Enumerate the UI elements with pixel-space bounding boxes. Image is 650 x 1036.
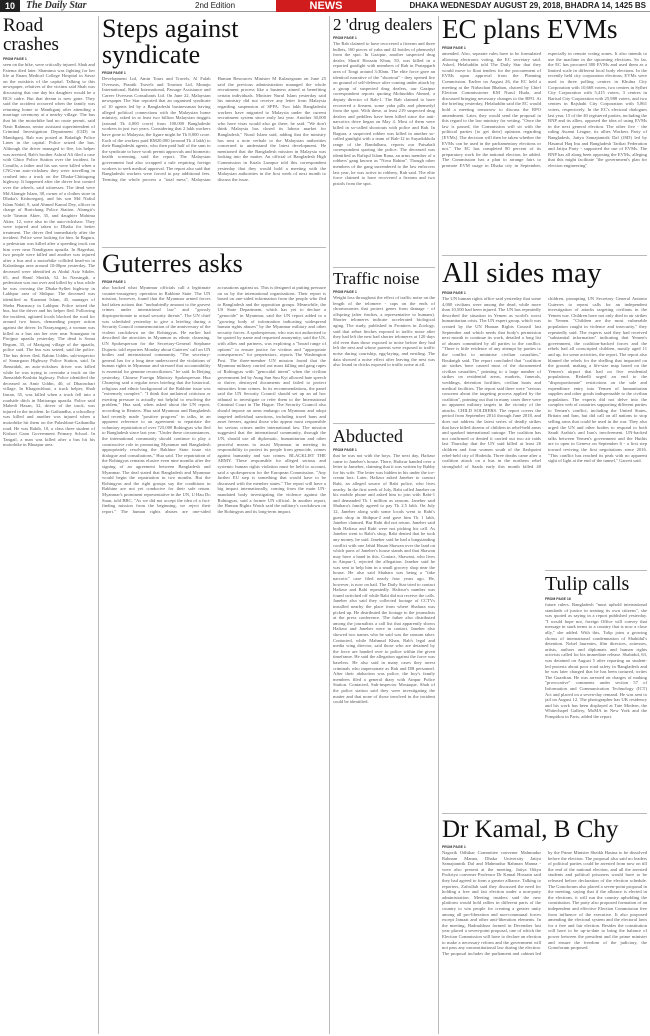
- story-all-sides-may: [442, 259, 647, 567]
- headline-drug-dealers: 2 'drug dealers: [333, 16, 433, 34]
- dateline-road-crashes: FROM PAGE 1: [3, 57, 27, 61]
- masthead-bar: [0, 0, 650, 12]
- story-tulip-calls: [545, 574, 647, 810]
- headline-abducted: Abducted: [333, 427, 403, 446]
- column-divider: [438, 16, 439, 1034]
- story-drug-dealers: [333, 16, 435, 264]
- story-divider: [333, 267, 435, 268]
- story-divider: [102, 247, 326, 248]
- dateline-ec-plans-evms: FROM PAGE 1: [442, 46, 466, 50]
- column-divider: [329, 16, 330, 1034]
- dateline-dr-kamal: FROM PAGE 1: [442, 845, 466, 849]
- body-drug-dealers: The Rab claimed to have recovered a firearm and three bullets, 160 pieces of yaba and 42 bottles of phensedyl from the spot. In Gazipur, another suspected drug dealer, Sharif Hossain Khan, 50, was killed in a reported gunfight with members of Rab in Pratapgarh area of Tongi around 3:30am. The elite force gave an identical narrative of the "shootout" - they opened fire on ground of self-defence after coming under attack by a group of suspected drug dealers, our Gazipur correspondent reports quoting Mohiuddin Ahmed, a deputy director of Rab-1. The Rab claimed to have recovered a firearm, some yaba pills and phensedyl from the spot. With these, at least 219 suspected drug dealers and peddlers have been killed since the anti-narcotics drive began on May 4. Most of them were killed in so-called shootouts with police and Rab. In Bagura, a suspected robber was killed in another so-called gunfight with a team of Rab-12 in Suyadokhola range of the Bandalhara, reports our Paisabali correspondent quoting the police. The deceased was identified as Rafiqul Islam Rana, an arms member of a robbers' gang known as "Nova Rahim". Though other members of the gang surrendered to the law enforcers last year, he was active in robbery, Rab said. The elite force claimed to have recovered a firearm and two pistols from the spot.: [333, 41, 435, 186]
- body-tulip-calls: future rulers. Bangladesh "must uphold international standards of justice in treating its own citizens", she was quoted as saying in a report published yesterday. "I would hope not, foreign Office will convey that message in stark terms to a country that is now a close ally," she added. With this, Tulip joins a growing chorus of international condemnation of Shahidul's detention. Nobel laureates, film directors, actresses, artists, authors and diplomats and human rights activists called for his immediate release. Shahidul, 63, was detained on August 5 after reporting on student-led protests about poor road safety in Bangladesh and he was later charged that he has been tortured, writes The Guardian. He was arrested on charges of making "provocative" comments under section 57 of Information and Communication Technology (ICT) Act and placed on a seven-day remand. He was sent to jail on August 12. The photographer has UK residency and his work has been displayed at Tate Modern, the Whitechapel Gallery, MoMA in New York and the Pompidou in Paris, added the report.: [545, 602, 647, 719]
- story-dr-kamal: [442, 817, 647, 1034]
- story-divider: [545, 570, 647, 571]
- edition-label: 2nd Edition: [195, 1, 236, 10]
- story-divider: [442, 255, 647, 256]
- dateline-guterres-asks: FROM PAGE 1: [102, 280, 126, 284]
- story-ec-plans-evms: [442, 16, 647, 252]
- dateline-all-sides-may: FROM PAGE 1: [442, 291, 466, 295]
- body-abducted: that he was not with the boys. The next day, Hafizur came to Janeber's house. There, Hafizur handed over a letter to Jameber, claiming that it was written by Rabby for his wife. The letter was hidden in his under the ice-cream box. Later, Hafizur asked Janeber to contact Rabi, an alleged source of Rabi police, who lives nearby. In the first week of July, Rabi called Janeber on his mobile phone and asked him to join with Rabi-1 and demanded Tk 1 million as ransom. Janeber said Shahara's family agreed to pay Tk 2.5 lakh. On July 12, Janeber along with some locals went to Rabi's guest shop in Shibpur-2 and gave him Tk 1 lakh, Janeber claimed. But Rabi did not return. Janeber said both Hafizur and Rabi were not picking his call. As Janeber went to Rabi's shop, Rabi denied that he took any money, he said. Janeber said he had a longstanding conflict with one Jahid Hasan Shawan over the land on which parts of Janeber's house stands and that Shawan may have a hand in this. Contact, Shawani, who lives in Ainpur-1, rejected the allegation. Janeber said he was sent to help him in a small grocery shop near the house. He also said Shahara was being a "fake narcotic" case filed nearly four years ago. He, however, is now on bail. The Daily Star tried to contact Hafizur and Rabi repeatedly. Hafizur's number was found switched off while Rabi did not receive the calls. Janeber also said they collected footage of CCTVs installed nearby the place from where Shahara was picked up. He distributed the footage to the journalists at the press conference. The father also distributed among the journalists a call list that apparently shows Hafizur and Janeber were in contact. Janeber also showed two names who he said was the ransom taker. Contacted, while Mahmud Khan, Rab's legal and media wing director, said those who are detained by the force are handed over to police within the given timeframe. He said the allegation against the force was baseless. He also said in many cases they arrest criminals who impersonate as Rab and DB personnel. After their abduction was police, the boy's family members filed a general diary with Ainpur Police Station. Contacted, Sub-inspector Mostaque, Shah of the police station said they were investigating the matter and that none of those involved in the incident could be identified.: [333, 453, 435, 705]
- story-divider: [442, 813, 647, 814]
- story-road-crashes: [3, 16, 95, 1034]
- dateline-abducted: FROM PAGE 1: [333, 448, 357, 452]
- dateline-tulip-calls: FROM PAGE 16: [545, 597, 571, 601]
- page-dateline: DHAKA WEDNESDAY AUGUST 29, 2018, BHADRA 14, 1425 BS: [409, 1, 646, 10]
- headline-all-sides-may: All sides may: [442, 259, 602, 289]
- dateline-drug-dealers: FROM PAGE 1: [333, 36, 357, 40]
- headline-steps-against-syndicate: Steps against syndicate: [102, 16, 239, 69]
- body-guterres-asks: also backed what Myanmar officials call a legitimate counter-insurgency operation in Rakhine State. The UN mission, however, found that the Myanmar armed forces had taken actions that "undoubtedly amount to the gravest crimes under international law" and "grossly disproportionate to actual security threats". The UN chief was scheduled yesterday to give a briefing during a Security Council commemoration of the anniversary of the violent crackdown on the Rohingyas. He earlier had described the atrocities in Myanmar as ethnic cleansing. UN Spokesperson for the Secretary-General Stephane Dujarric told reporters Monday about Guterres' call on UN bodies and international community. "The secretary-general has for a long time underscored the violations of human rights in Myanmar and stressed that accountability is essential for genuine reconciliation," he said. In Beijing yesterday, Chinese Foreign Ministry Spokesperson Hua Chunying said a regular news briefing that the historical, religious and ethnic background of the Rakhine issue was "extremely complex". "I think that unilateral criticism or exerting pressure is actually not helpful to resolving the problem," Hua said, when asked about the UN report, according to Reuters. Hua said Myanmar and Bangladesh had recently made "positive progress" in talks, in an apparent reference to an agreement to repatriate the voluntary repatriation of over 725,000 Rohingyas who fled to Bangladesh since last year. "Under these circumstances, the international community should continue to play a constructive role in promoting Myanmar and Bangladesh appropriately resolving the Rakhine State issue via dialogue and consultations," Hua said. The repatriation of the Rohingyas remains elusive even nine months after the signing of an agreement between Bangladesh and Myanmar. The deal stated that Bangladesh and Myanmar would begin the repatriation in two months. But the Rohingyas and the right groups say the conditions in Rakhine are not yet conducive for their safe return. Myanmar's prominent representative in the UN, U Hau Do Suan, told BBC, "As we did not accept the idea of a fact-finding mission from the beginning, we reject their report." The human rights abuses are one-sided accusations against us. This is designed at putting pressure on us by the international organisations. Their report is based on one-sided information from the people who fled to Bangladesh and the opposition groups. Meanwhile, the US State Department, which has yet to declare a "genocide" in Myanmar, said the UN report added to a "growing body of information indicating widespread human rights abuses" by the Myanmar military and other security forces. A spokesperson, who was not authorised to be quoted by name and requested anonymity, said the US, with allies and partners, was exploring a "broad range of options" to ensure justice for victims and "appropriate consequences" for perpetrators, reports The Washington Post. The three-member UN mission found that the Myanmar military carried out mass killing and gang rapes of Rohingyas with "genocidal intent" when the civilian government led by Aung San Suu Kyi allowed hate speech to thrive, destroyed documents and failed to protect minorities from crimes. In its recommendations, the panel said the UN Security Council should set up an ad hoc tribunal to investigate or refer them to the International Criminal Court in The Hague. The Security Council also should impose an arms embargo on Myanmar and adopt targeted individual sanctions, including travel bans and asset freezes, against those who appear most responsible for serious crimes under international law. The mission suggested that the international community, through the UN, should use all diplomatic, humanitarian and other peaceful means to assist Myanmar in meeting its responsibility to protect its people from genocide, crimes against humanity and war crimes. BLACKLIST THE ARMY. These responsible for alleged serious and systemic human rights violation must be held to account, said a spokesperson for the European Commission. "Any further EU step is something that would have to be discussed with the member states." The report will have a big impact internationally, coming from the main UN-mandated body investigating the violence against the Rohingyas, said a former UN official. In another report, the Human Rights Watch said the military's crackdown on the Rohingyas and its long-term impact.: [102, 285, 326, 514]
- page-number: 10: [0, 0, 20, 12]
- body-road-crashes: seen on the bike, were critically injured. Shah and Fatema died later. Shamima was fighting for her life at Enam Medical College Hospital in Savar on the outskirts of the capital. Talking to this newspaper, relatives of the victims said Shah was discussing that one day his daughter would be a BCS cadre. But that dream is now gone. They said the accident occurred when the family was returning home to Manikganj after attending a marriage ceremony at a nearby village. The bus that hit the motorbike had no route permit, said Nasir Rahman, senior assistant superintendent of Criminal Investigation Department (CID) in Manikganj. Rab was posted at Baladigh Police Lines in the capital. Police seized the bus. Although the driver managed to flee, his helper was arrested, Rab's brother Ashraf Ali filed a case with Ghior Police Station over the incident. In Comilla, a father and his son were killed when a CNG-run auto-rickshaw they were travelling in crashed into a truck on the Dhaka-Chittagong highway. It happened after the driver lost control over the wheels, said witnesses. The dead were Md Alamgir Islam, 38, owner of a clothes store in Dhaka's Kishoreganj, and his son Md Nafiul Islam Nabil, 9, said Ahmed Kamal Dey, officer in charge of Burichang Police Station. Alamgir's wife Tasmin Akter, 35, and daughter Mahima Akter, 12, were also in the auto-rickshaw. They were injured and taken to Dhaka for better treatment. The driver fled immediately after the incident. Police were looking for him. In Bagura, a pedestrian was killed after a speeding truck ran him over near Nandigram upazila. In Bagerhat, two people were killed and another was injured after a bus and a motorbike collided head-on in Kalardanga area around 10:00pm yesterday. The deceased were identified as Abdul Aziz Sikder, 65, and Hanif Sheikh, 52. In Narsingdi, a pedestrian was run over and killed by a bus while he was crossing the Dhaka-Sylhet highway in Lakhpur area of Shibpur. The deceased was identified as Karamat Islam, 45, manager of Sheba Pharmacy in Lakhpur. Police seized the bus, but the driver and his helper fled. Following the incident, agitated locals blocked the road for around two hours, demanding proper action against the driver. In Narayanganj, a woman was killed as a bus ran her over near Sonargaon in Pirojpur upazila yesterday. The dead is Soma Begum, 35, of Mariganj village of the upazila, police said. The bus was seized, said the police. The bus driver fled, Rahim Uddin, sub-inspector of Sonargaon Highway Police Station, said. In Jhenaidah, an auto-rickshaw driver was killed while he was trying to overtake a truck on the Jhenaidah-Kushtia highway. Police identified the deceased as Amir Uddin, 40, of Dhaonchari village. In Khagrachhari, a truck helper, Shah Imran, 35, was killed when a truck fell into a roadside ditch in Matiranga upazila. Police said Mahedi Hasan, 32, driver of the truck, was injured in the incident. In Gaibandha, a schoolboy was killed and another was injured when a motorbike hit them on the Palashbari-Gaibandha road. He was Rakib, 10, a class three student of Kishori Gaon Government Primary School. In Tangail, a man was killed after a bus hit his motorbike in Bhuapur area.: [3, 62, 95, 448]
- body-all-sides-may: The UN human rights office said yesterday that some 4,000 civilians were among the dead, while more than 10,500 had been injured. The UN has repeatedly described the situation in Yemen as world's worst humanitarian crisis. The UN expert group, which was created by the UN Human Rights Council last September and which needs that body's permission next month to continue its work, detailed a long list of abuses committed by all parties to the conflict. "There is little evidence of any attempt by parties to the conflict to minimise civilian casualties," Bouknigh said. The report concluded that "coalition air strikes have caused most of the documented civilian casualties," pointing to a large number of strikes on residential areas, markets, funerals, weddings, detention facilities, civilian boats and medical facilities. The report said there were "serious concerns about the targeting process applied by the coalition", pointing out that in many cases there were no apparent military targets in the vicinity of the attacks. CHILD SOLDIERS. The report covers the period from September 2014 through June 2018, and does not address the latest series of deadly strikes that have killed dozens of children in rebel-held areas and sparked international outrage. The coalition has not confirmed or denied it carried out two air raids last Thursday that the UN said killed at least 26 children and four women south of the flashpoint rebel-held city of Hodeida. Three deaths came after a coalition attack on a bus in the northern rebel stronghold of Saada early this month killed 40 children, prompting UN Secretary General Antonio Guterres to repeat calls for an independent investigation of attacks targeting civilians in the Yemen war. Children have not only died in air strikes in Yemen. "Children are the most vulnerable population caught in violence and insecurity," they repeatedly said. The experts said they had received "substantial information" indicating that Yemen's government, the coalition-backed forces and the rebels had all conscripted children, mostly aged 11 and up, for some activities, the report. The report also blamed the rebels for the shelling that impacted on the ground, making a life-size map based on the Yemen's airport that had on five residential populations. Redaelli urged an end to the "disproportionate" restrictions on the sale and expenditure entry into Yemen of humanitarian supplies and other goods indispensable to the civilian population. The experts did not delve into the complex web of countries supporting different parties to Yemen's conflict, including the United States, Britain and Iran, but did call on all nations to stop selling arms that could be used in the war. They also urged the UN and other bodies to respond to both Saudi Arabia's and Iran's involvement. UN-backed talks between Yemen's government and the Huthis are to open in Geneva on September 6 - a first step toward reviving the first negotiations since 2016. "This conflict has reached its peak with no apparent sight of light at the end of the tunnel," Garrett said.: [442, 296, 647, 469]
- column-divider: [98, 16, 99, 1034]
- body-steps-against-syndicate: Development Ltd, Amin Tours and Travels, Al Falah Overseas, Prantik Travels and Tourism Ltd, Munaju International, Rabbi International, Passage Assistance and Career Overseas Consultants Ltd. On June 22, Malaysian newspaper The Star reported that an organised syndicate of 10 agents led by a Bangladeshi businessman having alleged political connections with the Malaysian home ministry, raked in at least two billion Malaysian ringgits (around Tk 4,000 crore) from 100,000 Bangladeshi workers in just two years. Considering that 2 lakh workers have gone to Malaysia, the figure might be Tk 8,000 crore. Each of the workers paid RM20,000 (around Tk 4 lakh) to their Bangladeshi agents, who then paid half of the sum to the syndicate to have work permit approvals and biometric health screening, said the report. The Malaysian government had also scrapped a rule requiring foreign workers to seek medical approval. The report also said that Bangladeshi workers were forced to pay additional fees. Terming the whole process a "total mess", Malaysian Human Resources Minister M Kulasegaran on June 25 said the previous administration managed the whole recruitment process like a business aimed at benefiting certain individuals. Minister Nurul Islam yesterday said his ministry did not receive any letter from Malaysia regarding suspension of SPPA. Two lakh Bangladeshi workers have migrated to Malaysia under the current recruitment system since early last year. Another 30,000 who have visas would also go there, he said. "We don't think Malaysia has closed its labour market for Bangladesh," Nurul Islam said, adding that the ministry has sent a note verbale to the Malaysian authorities concerned to understand the latest development. He mentioned that the Bangladesh mission in Malaysia was looking into the matter. An official of Bangladesh High Commission in Kuala Lumpur told this correspondent yesterday that they would hold a meeting with the Malaysian authorities in the first week of next month to discuss the issue.: [102, 76, 326, 182]
- headline-tulip-calls: Tulip calls: [545, 574, 630, 595]
- body-traffic-noise: Weight loss throughout the effect of traffic noise on the length of the telomere - caps on the ends of chromosomes that protect genes from damage - of offspring (after finches, a representative to humans). Shorter telomeres indicate accelerated biological aging. The study, published in Frontiers in Zoology, said that zebra finches exposed to traffic noise after they had left the nest had shorter telomeres at 120 days old even than those exposed to noise before they had left the nest and whose parents were exposed to traffic noise during courtship, egg-laying, and nestling. The data showed a noise effect after leaving the nest was also found in chicks exposed to traffic noise at all.: [333, 295, 435, 368]
- story-traffic-noise: [333, 270, 435, 420]
- headline-traffic-noise: Traffic noise: [333, 270, 420, 288]
- headline-road-crashes: Road crashes: [3, 16, 59, 55]
- dateline-steps-against-syndicate: FROM PAGE 1: [102, 71, 126, 75]
- story-divider: [333, 423, 435, 424]
- body-ec-plans-evms: amended. Also, separate rules have to be formulated allowing electronic voting, the EC secretary said. Asked, Helaluddin told The Daily Star that they would move to float tenders for the procurement of EVMs upon approval from the Planning Commission. Earlier on August 26, the EC held a meeting at the Nirbachan Bhaban, chaired by Chief Election Commissioner KM Nurul Huda, and discussed bringing necessary changes to the RPO. At the briefing yesterday, Helaluddin said the EC would hold a meeting tomorrow to discuss the RPO amendment. Later, they would send the proposal in this regard to the law ministry for vetting. "Once the law is passed, the Commission will sit with the political parties [to get their] opinions regarding [EVMs]. The decision will then be taken whether the EVMs can be used in the parliamentary elections or not." The EC has completed 80 percent of its preparatory work for the national election, he added. The Commission has a plan to arrange fairs to promote EVM usage in Dhaka city in September, especially in remote voting zones. It also intends to use the machine in the upcoming elections. So far, the EC has procured 380 EVMs and used them as a limited scale in different local body elections. In the recently held city corporation elections, EVMs were used in three polling centres in Khulna City Corporation with 10,668 voters, two centres in Sylhet City Corporation with 5,415 voters, 3 centres in Barisal City Corporation with 25,988 voters, and two centres in Rajshahi City Corporation with 5,861 voters, respectively. In the EC's electoral dialogues last year, 15 of the 40 registered parties, including the BNP and its allies, opposed the idea of using EVMs in the next general election. The other five - the ruling Awami League, its allies Workers Party of Bangladesh, Jatiya Samajtantrik Dal (JSD) led by Hasanul Haq Inu and Bangladesh Tarikat Federation and Jatiya Party - supported the use of EVMs. The BNP has all along been opposing the EVMs, alleging that this might facilitate "the government's plan for election engineering".: [442, 51, 647, 168]
- story-guterres-asks: [102, 251, 326, 1034]
- headline-guterres-asks: Guterres asks: [102, 251, 243, 278]
- story-abducted: [333, 427, 435, 1034]
- story-steps-against-syndicate: [102, 16, 326, 244]
- dateline-traffic-noise: FROM PAGE 1: [333, 290, 357, 294]
- headline-ec-plans-evms: EC plans EVMs: [442, 16, 618, 44]
- newspaper-logo: The Daily Star: [26, 0, 87, 11]
- headline-dr-kamal: Dr Kamal, B Chy: [442, 817, 619, 843]
- body-dr-kamal: Nagorik Odhikar Committee convenor Mahmudur Rahman Manna, Dhaka University Jatiya Samajtantrik Dal and Mahmudur Rahman Manna - were also present at the meeting. Jatiya Oikya Prokriya convener Professor Dr Kamal Hossain said they had agreed to form a greater alliance. Talking to reporters, Zafrullah said they discussed the need for holding a free and fair election under a non-party administration. Meeting insiders said the new platform would hold rallies in different parts of the country to win people for creating a greater unity among all pro-liberation and non-communal forces except Jamaat and other anti-liberation elements. In the meeting, Badruddoza formed in December last year placed a seven-point proposal, one of which the Election Commission will have to declare an election to make a necessary reform and the government will not pass any unconstitutional law during the election. The proposal includes the parliament and cabinet led by the Prime Minister Sheikh Hasina to be dissolved before the election. The proposal also said no leaders of political parties could be arrested from now on till the end of the national election, and all the arrested students and political prisoners would have to be released before declaration of the election schedule. The Gonoforum also placed a seven-point proposal in the meeting, saying that if the alliance is elected in the elections, it will run the country upholding the constitution. The party also proposed formation of an independent and effective Election Commission free from influence of the executive. It also proposed amending the electoral system and the electoral laws for a free and fair election. Besides the constitution will have to be up-to-date to bring the balance of power between the president and the prime minister and ensure the freedom of the judiciary, the Gonoforum proposed.: [442, 850, 647, 956]
- section-label: NEWS: [276, 0, 376, 12]
